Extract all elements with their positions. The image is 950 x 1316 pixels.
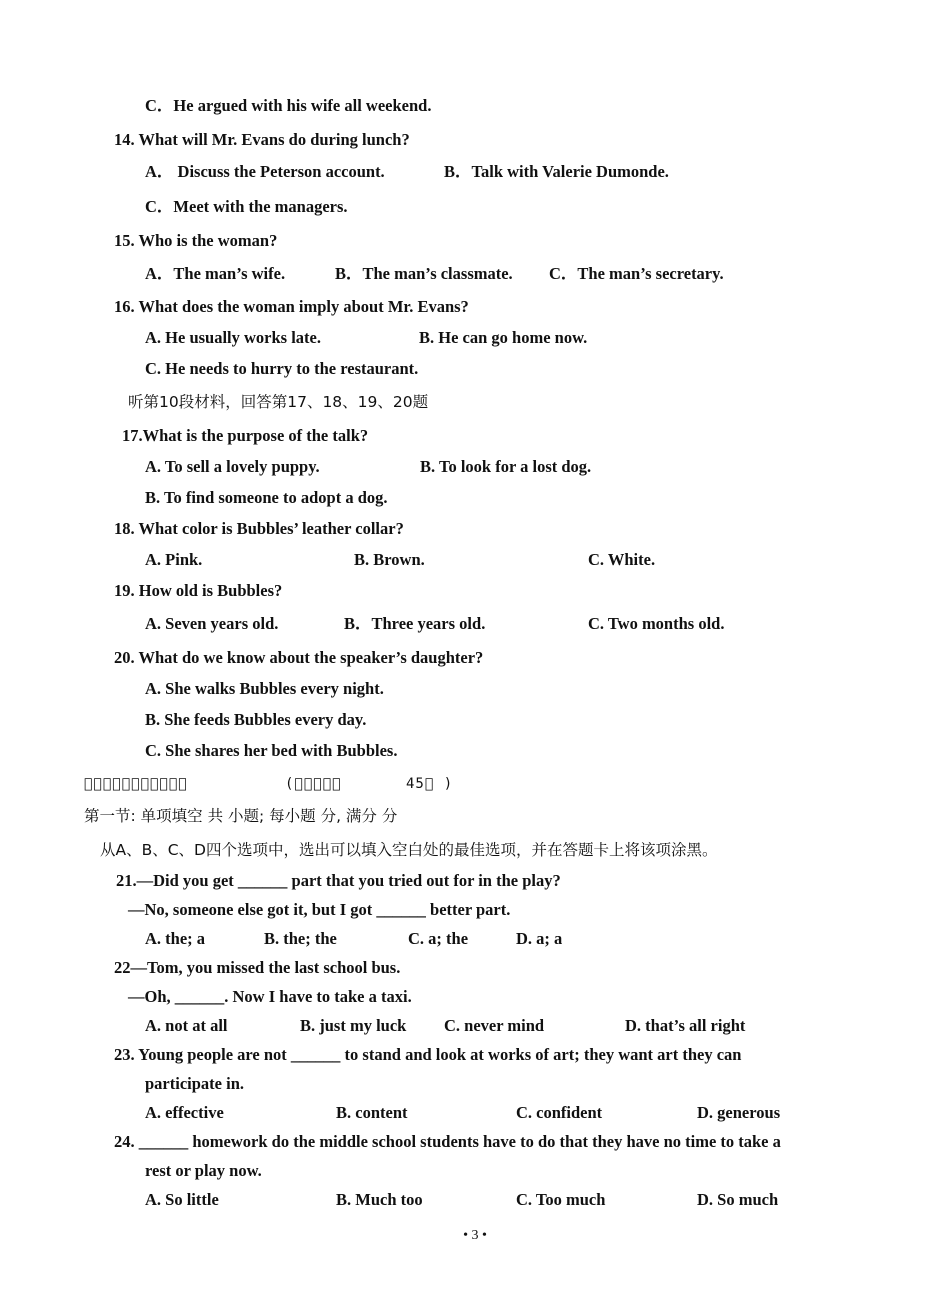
option-c: C. Two months old. xyxy=(588,614,725,633)
section-instruction: 从A、B、C、D四个选项中，选出可以填入空白处的最佳选项，并在答题卡上将该项涂黑。 xyxy=(100,841,718,859)
option-d: D. that’s all right xyxy=(625,1016,746,1035)
option-a: A． Discuss the Peterson account. xyxy=(145,162,385,181)
option-c: C．The man’s secretary. xyxy=(549,264,724,283)
question-20: 20. What do we know about the speaker’s daughter? xyxy=(114,648,484,667)
option-a: A. She walks Bubbles every night. xyxy=(145,679,384,698)
option-a: A. effective xyxy=(145,1103,224,1122)
option-b: B．Talk with Valerie Dumonde. xyxy=(444,162,669,181)
option-b: B. the; the xyxy=(264,929,337,948)
question-19: 19. How old is Bubbles? xyxy=(114,581,283,600)
option-c: C. He needs to hurry to the restaurant. xyxy=(145,359,419,378)
option-b: B. She feeds Bubbles every day. xyxy=(145,710,367,729)
garbled-heading: (￿￿￿￿￿ xyxy=(285,776,342,792)
page-number: • 3 • xyxy=(463,1228,487,1243)
option-b: B．Three years old. xyxy=(344,614,486,633)
option-b: B. He can go home now. xyxy=(419,328,588,347)
option-c: C. never mind xyxy=(444,1016,545,1035)
score-note: 45￿ ) xyxy=(406,776,454,792)
question-text: —Oh, ______. Now I have to take a taxi. xyxy=(128,987,412,1006)
option-b: B. content xyxy=(336,1103,408,1122)
option-c: C. Too much xyxy=(516,1190,606,1209)
option-a: A. So little xyxy=(145,1190,219,1209)
question-14: 14. What will Mr. Evans do during lunch? xyxy=(114,130,410,149)
question-21: 21.—Did you get ______ part that you tried out for in the play? xyxy=(116,871,561,890)
question-18: 18. What color is Bubbles’ leather collar? xyxy=(114,519,404,538)
option-b: B．The man’s classmate. xyxy=(335,264,513,283)
option-a: A. the; a xyxy=(145,929,206,948)
option-c: C. White. xyxy=(588,550,656,569)
question-17: 17.What is the purpose of the talk? xyxy=(122,426,369,445)
option-c: C. She shares her bed with Bubbles. xyxy=(145,741,398,760)
question-16: 16. What does the woman imply about Mr. Evans? xyxy=(114,297,469,316)
garbled-heading: ￿￿￿￿￿￿￿￿￿￿￿ xyxy=(84,776,188,792)
question-15: 15. Who is the woman? xyxy=(114,231,278,250)
option-b: B. To look for a lost dog. xyxy=(420,457,592,476)
option-a: A. He usually works late. xyxy=(145,328,322,347)
section-instruction: 听第10段材料，回答第17、18、19、20题 xyxy=(128,393,429,411)
option-a: A. To sell a lovely puppy. xyxy=(145,457,320,476)
question-text: rest or play now. xyxy=(145,1161,262,1180)
option-a: A. Seven years old. xyxy=(145,614,279,633)
question-text: participate in. xyxy=(145,1074,244,1093)
question-text: —No, someone else got it, but I got ______ better part. xyxy=(128,900,511,919)
option-d: D. a; a xyxy=(516,929,563,948)
question-23: 23. Young people are not ______ to stand and look at works of art; they want art they can xyxy=(114,1045,742,1064)
option-c: C．He argued with his wife all weekend. xyxy=(145,96,432,115)
option-b: B. just my luck xyxy=(300,1016,407,1035)
option-b: B. Brown. xyxy=(354,550,425,569)
option-c: C. confident xyxy=(516,1103,603,1122)
option-b: B. To find someone to adopt a dog. xyxy=(145,488,388,507)
option-a: A. Pink. xyxy=(145,550,203,569)
option-c: C. a; the xyxy=(408,929,469,948)
question-24: 24. ______ homework do the middle school students have to do that they have no time to take a xyxy=(114,1132,781,1151)
option-c: C．Meet with the managers. xyxy=(145,197,348,216)
section-title: 第一节: 单项填空 共 小题; 每小题 分, 满分 分 xyxy=(84,807,398,825)
option-d: D. So much xyxy=(697,1190,779,1209)
option-a: A．The man’s wife. xyxy=(145,264,286,283)
option-a: A. not at all xyxy=(145,1016,228,1035)
option-b: B. Much too xyxy=(336,1190,423,1209)
option-d: D. generous xyxy=(697,1103,781,1122)
question-22: 22—Tom, you missed the last school bus. xyxy=(114,958,401,977)
